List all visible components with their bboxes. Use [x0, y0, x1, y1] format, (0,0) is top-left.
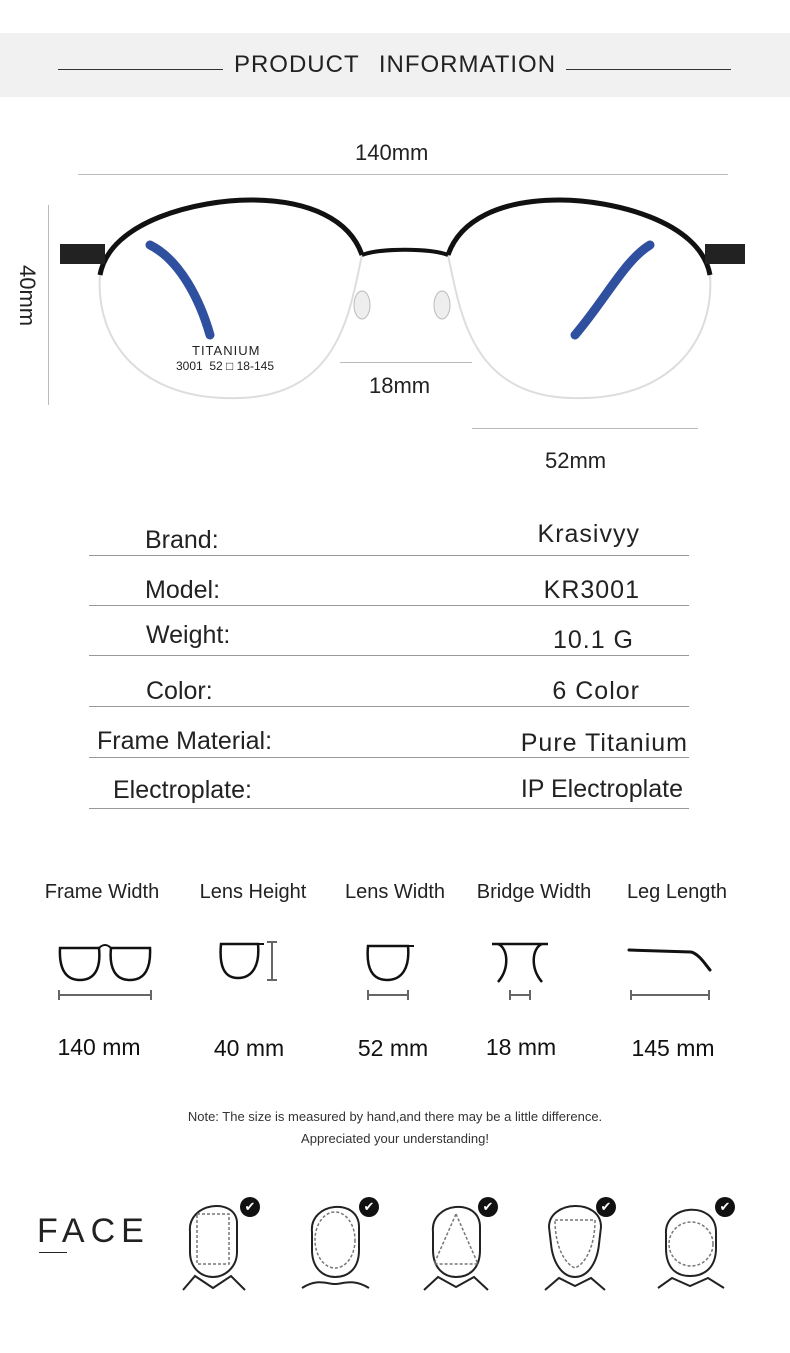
- spec-divider: [89, 757, 689, 758]
- bridge-width-icon: [490, 938, 550, 1003]
- spec-divider: [89, 605, 689, 606]
- spec-value-brand: Krasivyy: [537, 520, 640, 548]
- check-icon: ✔: [359, 1197, 379, 1217]
- check-icon: ✔: [715, 1197, 735, 1217]
- spec-value-electroplate: IP Electroplate: [520, 775, 683, 803]
- lens-height-label: 40mm: [15, 265, 40, 327]
- spec-label-electroplate: Electroplate:: [113, 776, 252, 804]
- spec-label-model: Model:: [145, 576, 221, 604]
- spec-label-color: Color:: [146, 677, 213, 705]
- measure-title-frame-width: Frame Width: [44, 881, 160, 903]
- check-icon: ✔: [240, 1197, 260, 1217]
- frame-print-brand: TITANIUM: [192, 343, 261, 358]
- lens-height-icon: [216, 938, 286, 988]
- face-label: FACE: [37, 1212, 150, 1250]
- spec-value-frame-material: Pure Titanium: [520, 729, 688, 757]
- measure-value-leg-length: 145 mm: [631, 1035, 715, 1061]
- lens-width-label: 52mm: [545, 448, 607, 473]
- spec-value-model: KR3001: [543, 576, 640, 604]
- check-icon: ✔: [478, 1197, 498, 1217]
- bridge-line: [340, 362, 472, 363]
- leg-length-icon: [625, 938, 715, 1003]
- measure-value-lens-height: 40 mm: [213, 1035, 285, 1061]
- frame-print-model: 3001 52 □ 18-145: [176, 359, 274, 373]
- total-width-line: [78, 174, 728, 175]
- lens-width-icon: [362, 938, 422, 1003]
- spec-value-weight: 10.1 G: [552, 626, 634, 654]
- spec-divider: [89, 706, 689, 707]
- check-icon: ✔: [596, 1197, 616, 1217]
- spec-divider: [89, 655, 689, 656]
- spec-value-color: 6 Color: [552, 677, 640, 705]
- lens-height-line: [48, 205, 49, 405]
- bridge-label: 18mm: [369, 373, 431, 398]
- note-line-2: Appreciated your understanding!: [301, 1131, 489, 1146]
- measure-title-leg-length: Leg Length: [626, 881, 728, 903]
- spec-divider: [89, 555, 689, 556]
- section-title: PRODUCT INFORMATION: [233, 51, 557, 78]
- measure-value-lens-width: 52 mm: [357, 1035, 429, 1061]
- header-rule-right: [566, 69, 731, 70]
- face-label-underline: [39, 1252, 67, 1253]
- spec-divider: [89, 808, 689, 809]
- frame-width-icon: [55, 938, 155, 1003]
- measure-title-bridge-width: Bridge Width: [476, 881, 592, 903]
- spec-label-frame-material: Frame Material:: [97, 727, 273, 755]
- spec-label-weight: Weight:: [146, 621, 231, 649]
- measure-title-lens-height: Lens Height: [199, 881, 307, 903]
- note-line-1: Note: The size is measured by hand,and there may be a little difference.: [187, 1109, 603, 1124]
- spec-label-brand: Brand:: [145, 526, 219, 554]
- total-width-label: 140mm: [355, 140, 429, 165]
- measure-value-bridge-width: 18 mm: [485, 1034, 557, 1060]
- section-header: [0, 33, 790, 97]
- measure-value-frame-width: 140 mm: [57, 1034, 141, 1060]
- measure-title-lens-width: Lens Width: [344, 881, 446, 903]
- lens-width-line: [472, 428, 698, 429]
